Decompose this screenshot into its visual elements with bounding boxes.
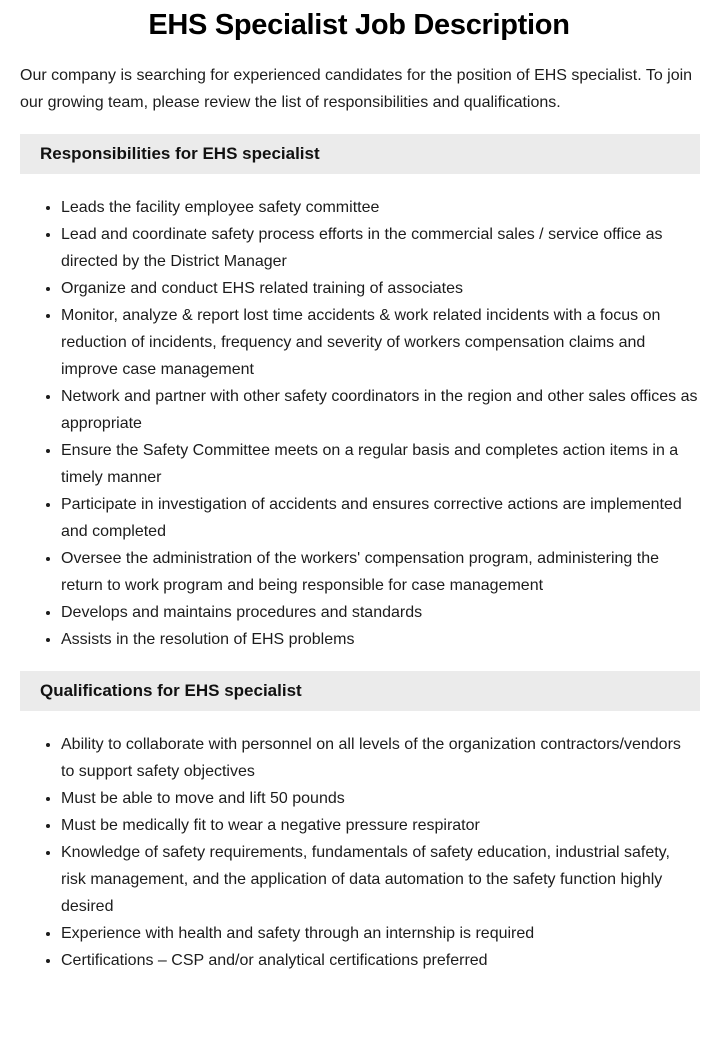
list-item: • Must be medically fit to wear a negative pressure respirator <box>61 812 698 839</box>
list-item: • Network and partner with other safety coordinators in the region and other sales offices as appropriate <box>61 383 698 437</box>
list-item: • Certifications – CSP and/or analytical certifications preferred <box>61 947 698 974</box>
section-heading-qualifications: Qualifications for EHS specialist <box>20 671 700 711</box>
list-item: • Experience with health and safety through an internship is required <box>61 920 698 947</box>
page-title: EHS Specialist Job Description <box>148 9 570 41</box>
list-item: • Participate in investigation of accidents and ensures corrective actions are implemented and completed <box>61 491 698 545</box>
list-item: • Must be able to move and lift 50 pounds <box>61 785 698 812</box>
list-item: • Knowledge of safety requirements, fundamentals of safety education, industrial safety, risk management, and the application of data automation to the safety function highly desired <box>61 839 698 920</box>
list-item: • Ability to collaborate with personnel on all levels of the organization contractors/vendors to support safety objectives <box>61 731 698 785</box>
section-heading-responsibilities: Responsibilities for EHS specialist <box>20 134 700 174</box>
intro-paragraph: Our company is searching for experienced candidates for the position of EHS specialist. To join our growing team, please review the list of responsibilities and qualifications. <box>20 67 693 111</box>
job-description-page <box>0 7 720 1004</box>
list-item: • Lead and coordinate safety process efforts in the commercial sales / service office as directed by the District Manager <box>61 221 698 275</box>
list-item: • Ensure the Safety Committee meets on a regular basis and completes action items in a timely manner <box>61 437 698 491</box>
list-item: • Oversee the administration of the workers' compensation program, administering the return to work program and being responsible for case management <box>61 545 698 599</box>
list-item: • Develops and maintains procedures and standards <box>61 599 698 626</box>
list-item: • Monitor, analyze & report lost time accidents & work related incidents with a focus on reduction of incidents, frequency and severity of workers compensation claims and improve case management <box>61 302 698 383</box>
qualifications-list <box>20 731 698 974</box>
responsibilities-list <box>20 194 698 653</box>
list-item: • Assists in the resolution of EHS problems <box>61 626 698 653</box>
list-item: • Leads the facility employee safety committee <box>61 194 698 221</box>
list-item: • Organize and conduct EHS related training of associates <box>61 275 698 302</box>
